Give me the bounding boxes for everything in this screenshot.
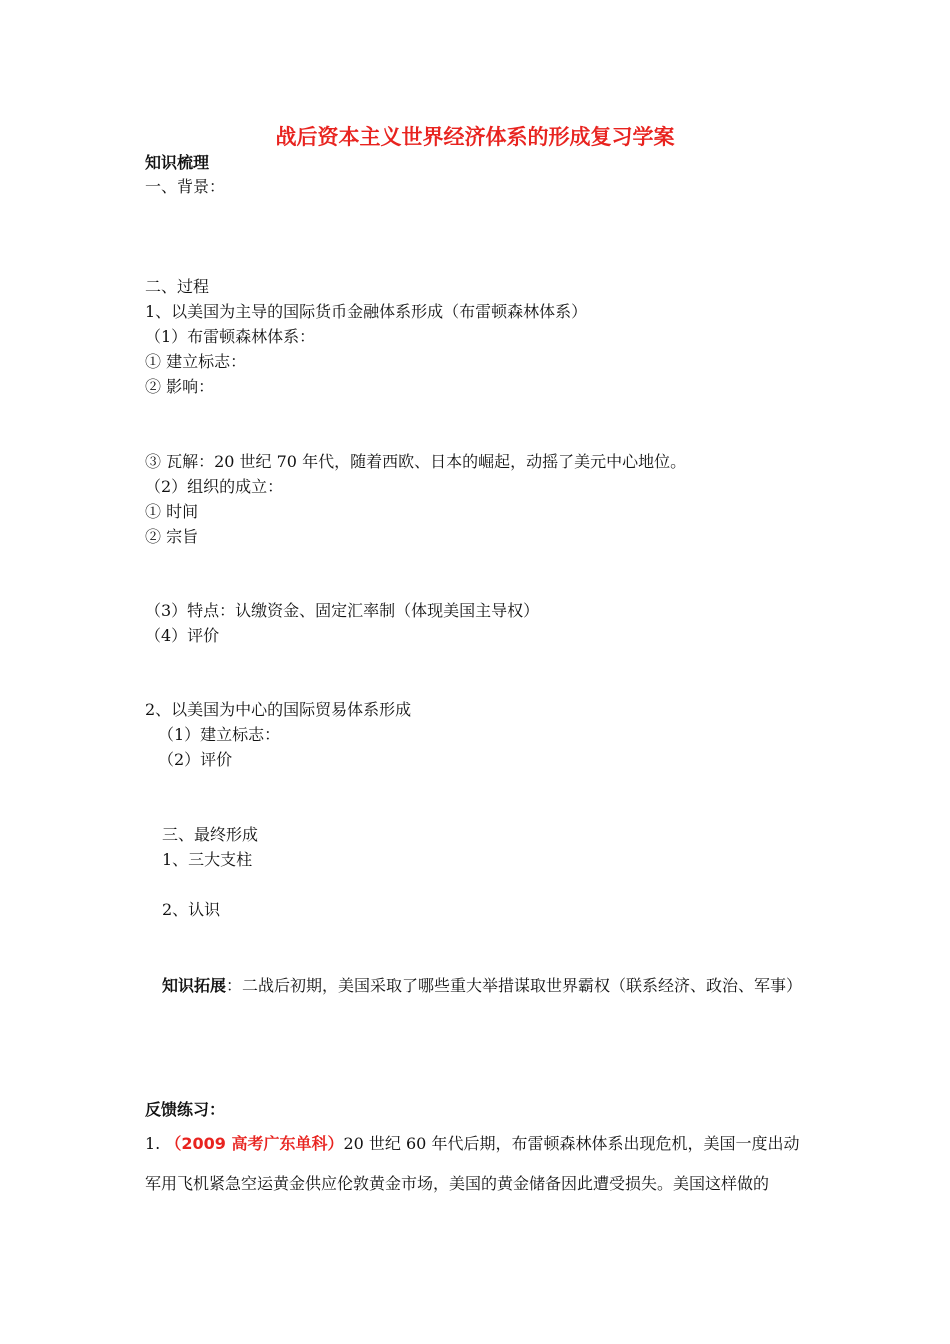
- extension-text: ：二战后初期，美国采取了哪些重大举措谋取世界霸权（联系经济、政治、军事）: [226, 976, 803, 995]
- section-heading-feedback: 反馈练习：: [145, 1100, 226, 1119]
- item-bw-collapse: ③ 瓦解：20 世纪 70 年代，随着西欧、日本的崛起，动摇了美元中心地位。: [145, 452, 687, 471]
- item-bw-influence: ② 影响：: [145, 377, 215, 396]
- item-features: （3）特点：认缴资金、固定汇率制（体现美国主导权）: [145, 601, 540, 620]
- item-monetary-system: 1、以美国为主导的国际货币金融体系形成（布雷顿森林体系）: [145, 302, 588, 321]
- item-trade-system: 2、以美国为中心的国际贸易体系形成: [145, 700, 412, 719]
- question-text: 20 世纪 60 年代后期，布雷顿森林体系出现危机，美国一度出动军用飞机紧急空运黄金供应伦敦黄金市场，美国的黄金储备因此遭受损失。美国这样做的: [145, 1134, 800, 1193]
- item-org-purpose: ② 宗旨: [145, 527, 199, 546]
- extension-label: 知识拓展: [162, 976, 227, 995]
- item-evaluation: （4）评价: [145, 626, 220, 645]
- item-organization: （2）组织的成立：: [145, 477, 284, 496]
- section-heading-knowledge: 知识梳理: [145, 153, 210, 172]
- item-org-time: ① 时间: [145, 502, 199, 521]
- heading-final: 三、最终形成: [162, 825, 259, 844]
- item-bw-mark: ① 建立标志：: [145, 352, 247, 371]
- question-1: [145, 1124, 807, 1204]
- item-trade-mark: （1）建立标志：: [158, 725, 281, 744]
- question-number: 1.: [145, 1134, 161, 1153]
- heading-background: 一、背景：: [145, 177, 226, 196]
- question-source: （2009 高考广东单科）: [165, 1134, 344, 1153]
- item-three-pillars: 1、三大支柱: [162, 850, 253, 869]
- item-trade-evaluation: （2）评价: [158, 750, 233, 769]
- heading-process: 二、过程: [145, 277, 210, 296]
- item-understanding: 2、认识: [162, 900, 221, 919]
- item-bretton-woods: （1）布雷顿森林体系：: [145, 327, 316, 346]
- document-title: 战后资本主义世界经济体系的形成复习学案: [275, 125, 675, 149]
- knowledge-extension: [145, 973, 807, 998]
